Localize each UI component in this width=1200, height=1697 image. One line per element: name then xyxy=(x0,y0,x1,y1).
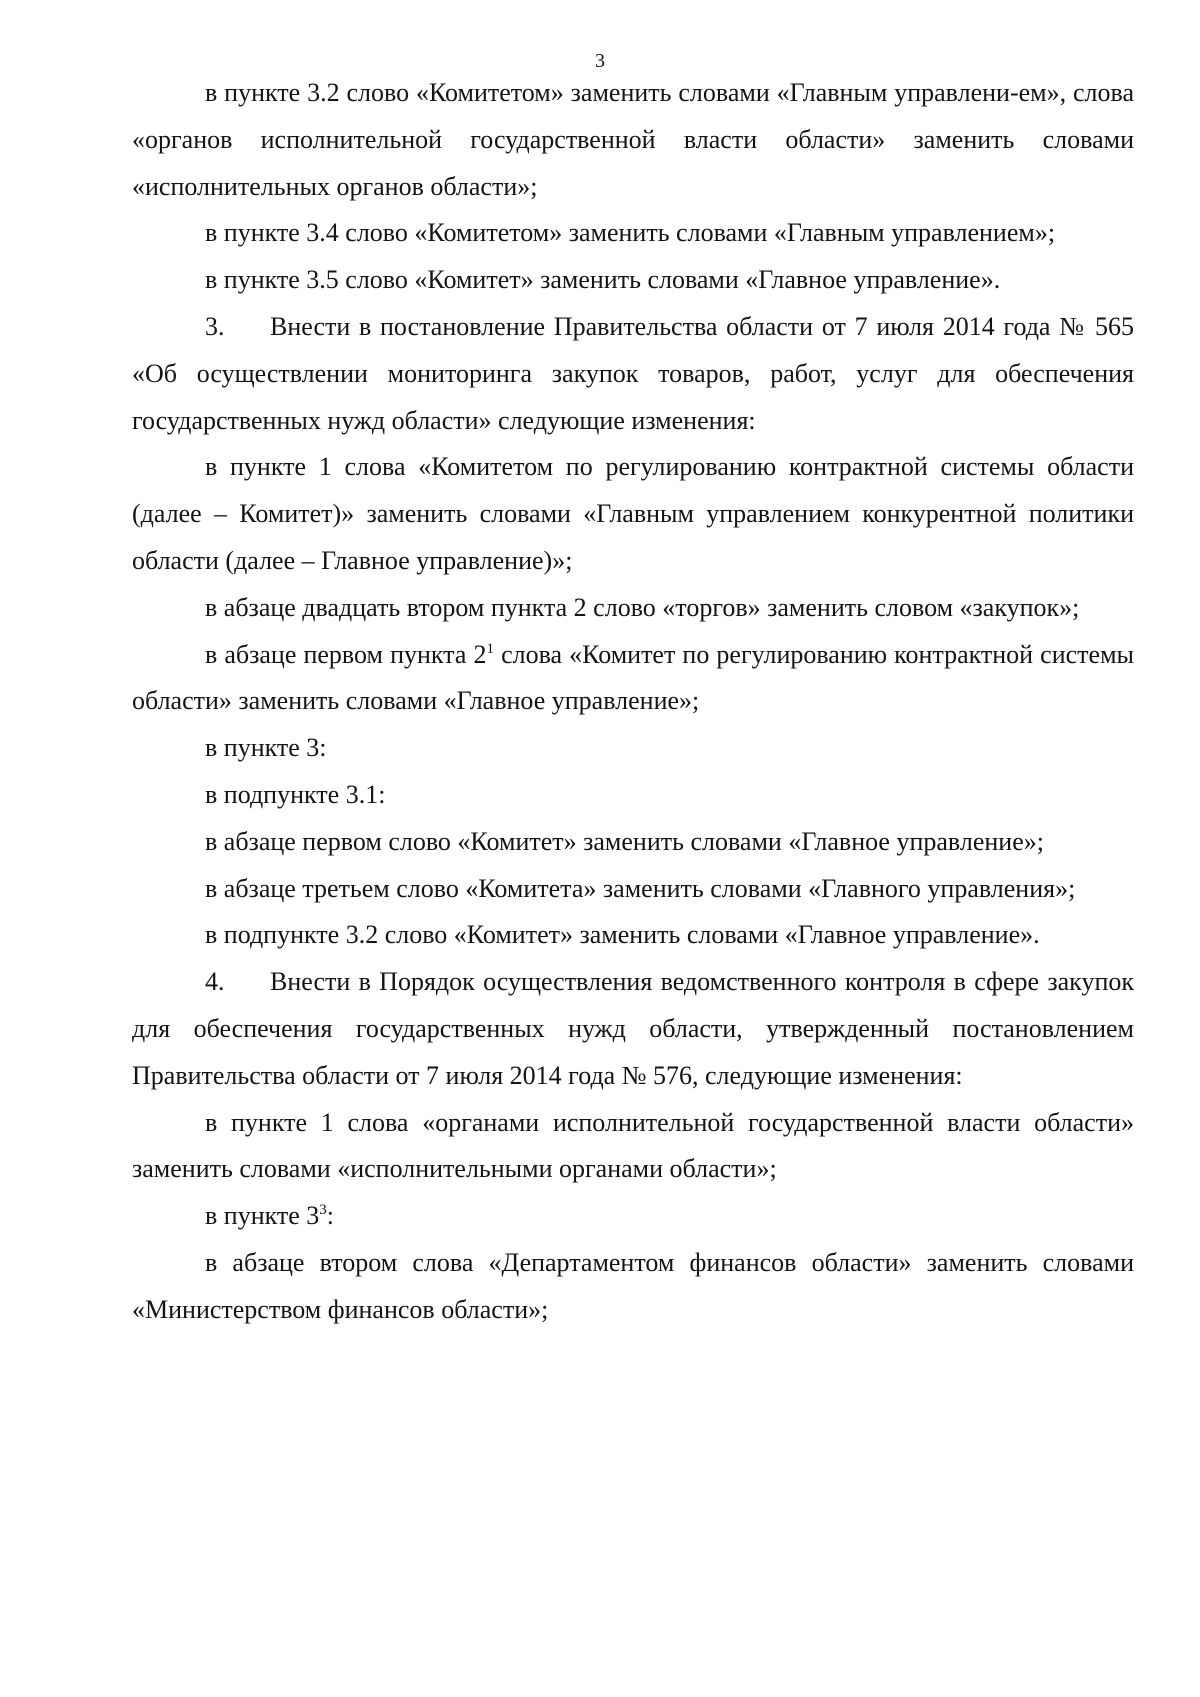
superscript: 1 xyxy=(486,640,494,657)
paragraph: в абзаце втором слова «Департаментом финансов области» заменить словами «Министерством финансов области»; xyxy=(132,1247,1134,1324)
paragraph: в абзаце третьем слово «Комитета» заменить словами «Главного управления»; xyxy=(205,873,1076,903)
superscript: 3 xyxy=(319,1202,327,1219)
colon: : xyxy=(326,1201,335,1231)
paragraph-with-superscript xyxy=(132,632,1134,726)
paragraph: в подпункте 3.2 слово «Комитет» заменить словами «Главное управление». xyxy=(205,920,1040,950)
paragraph: в абзаце первом слово «Комитет» заменить словами «Главное управление»; xyxy=(205,826,1044,856)
numbered-paragraph-3 xyxy=(132,304,1134,444)
item-number: 4. xyxy=(205,967,225,997)
page-number: 3 xyxy=(595,50,605,72)
paragraph: в пункте 3.2 слово «Комитетом» заменить словами «Главным управлени-ем», слова «органов исполнительной государственной власти области» заменить словами «исполнительных органов области»; xyxy=(132,78,1134,201)
paragraph: в пункте 3.4 слово «Комитетом» заменить словами «Главным управлением»; xyxy=(205,218,1056,248)
paragraph: в пункте 1 слова «Комитетом по регулированию контрактной системы области (далее – Комитет)» заменить словами «Главным управлением конкурентной политики области (далее – Главное управление)»; xyxy=(132,452,1134,575)
document-body xyxy=(132,70,1134,1334)
paragraph: в пункте 3.5 слово «Комитет» заменить словами «Главное управление». xyxy=(205,265,1001,295)
paragraph: в пункте 3: xyxy=(205,733,327,763)
paragraph-text: в абзаце первом пункта 2 xyxy=(205,639,487,669)
paragraph: в пункте 1 слова «органами исполнительной государственной власти области» заменить словами «исполнительными органами области»; xyxy=(132,1107,1134,1184)
paragraph: в подпункте 3.1: xyxy=(205,779,386,809)
paragraph-text: Внести в постановление Правительства области от 7 июля 2014 года № 565 «Об осуществлении мониторинга закупок товаров, работ, услуг для обеспечения государственных нужд области» следующие изменения: xyxy=(132,311,1134,435)
paragraph-text: слова «Комитет по регулированию контрактной системы области» заменить словами «Главное управление»; xyxy=(132,639,1134,716)
item-number: 3. xyxy=(205,311,225,341)
paragraph-text: Внести в Порядок осуществления ведомственного контроля в сфере закупок для обеспечения государственных нужд области, утвержденный постановлением Правительства области от 7 июля 2014 года № 576, следующие изменения: xyxy=(132,967,1134,1090)
paragraph-with-superscript xyxy=(132,1193,1134,1240)
paragraph-text: в пункте 3 xyxy=(205,1201,320,1231)
numbered-paragraph-4 xyxy=(132,959,1134,1099)
paragraph: в абзаце двадцать втором пункта 2 слово «торгов» заменить словом «закупок»; xyxy=(205,592,1080,622)
